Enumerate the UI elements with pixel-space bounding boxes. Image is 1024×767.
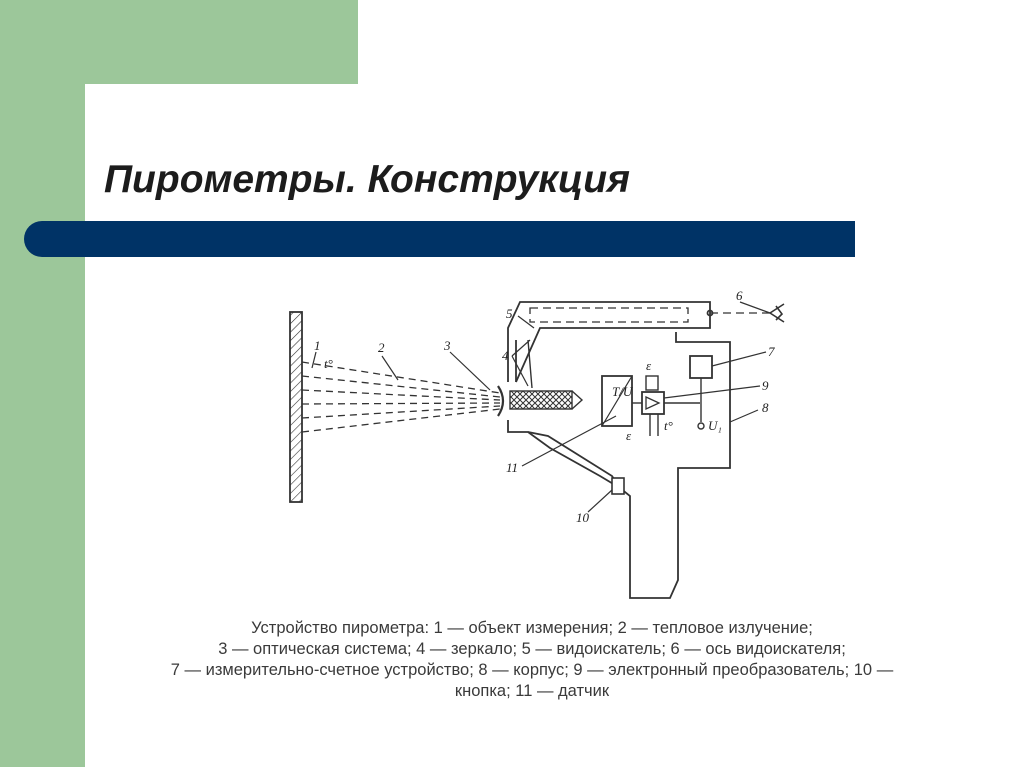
optical-channel [510,391,572,409]
trigger-button [612,478,624,494]
optical-lens [498,386,503,416]
label-epsilon-bottom: ε [626,428,632,443]
label-9: 9 [762,378,769,393]
label-7: 7 [768,344,775,359]
measuring-device [690,356,712,378]
label-4: 4 [502,348,509,363]
title-underline-bar [24,221,855,257]
caption-line: 7 — измерительно-счетное устройство; 8 — корпус; 9 — электронный преобразователь; 10 — [170,661,894,679]
label-2: 2 [378,340,385,355]
electronic-converter [642,392,664,414]
figure-caption [132,618,932,702]
caption-line: Устройство пирометра: 1 — объект измерения; 2 — тепловое излучение; [251,619,813,637]
label-10: 10 [576,510,589,525]
eye-icon [770,304,784,322]
measured-object-wall [290,312,302,502]
label-epsilon-top: ε [646,358,652,373]
label-voltage: U₁ [708,418,722,433]
label-t-object: t° [324,356,333,371]
label-11: 11 [506,460,519,475]
top-green-band [85,0,358,84]
caption-line: 3 — оптическая система; 4 — зеркало; 5 — видоискатель; 6 — ось видоискателя; [218,640,846,658]
label-5: 5 [506,306,513,321]
thermal-radiation-beams [302,362,500,432]
viewfinder [530,308,688,322]
label-6: 6 [736,288,743,303]
slide-title: Пирометры. Конструкция [104,158,631,201]
left-green-band [0,0,85,767]
label-1: 1 [314,338,321,353]
label-converter: T/U [612,384,633,399]
label-t-sensor: t° [664,418,673,433]
label-8: 8 [762,400,769,415]
caption-line: кнопка; 11 — датчик [454,682,610,700]
label-3: 3 [444,338,451,353]
